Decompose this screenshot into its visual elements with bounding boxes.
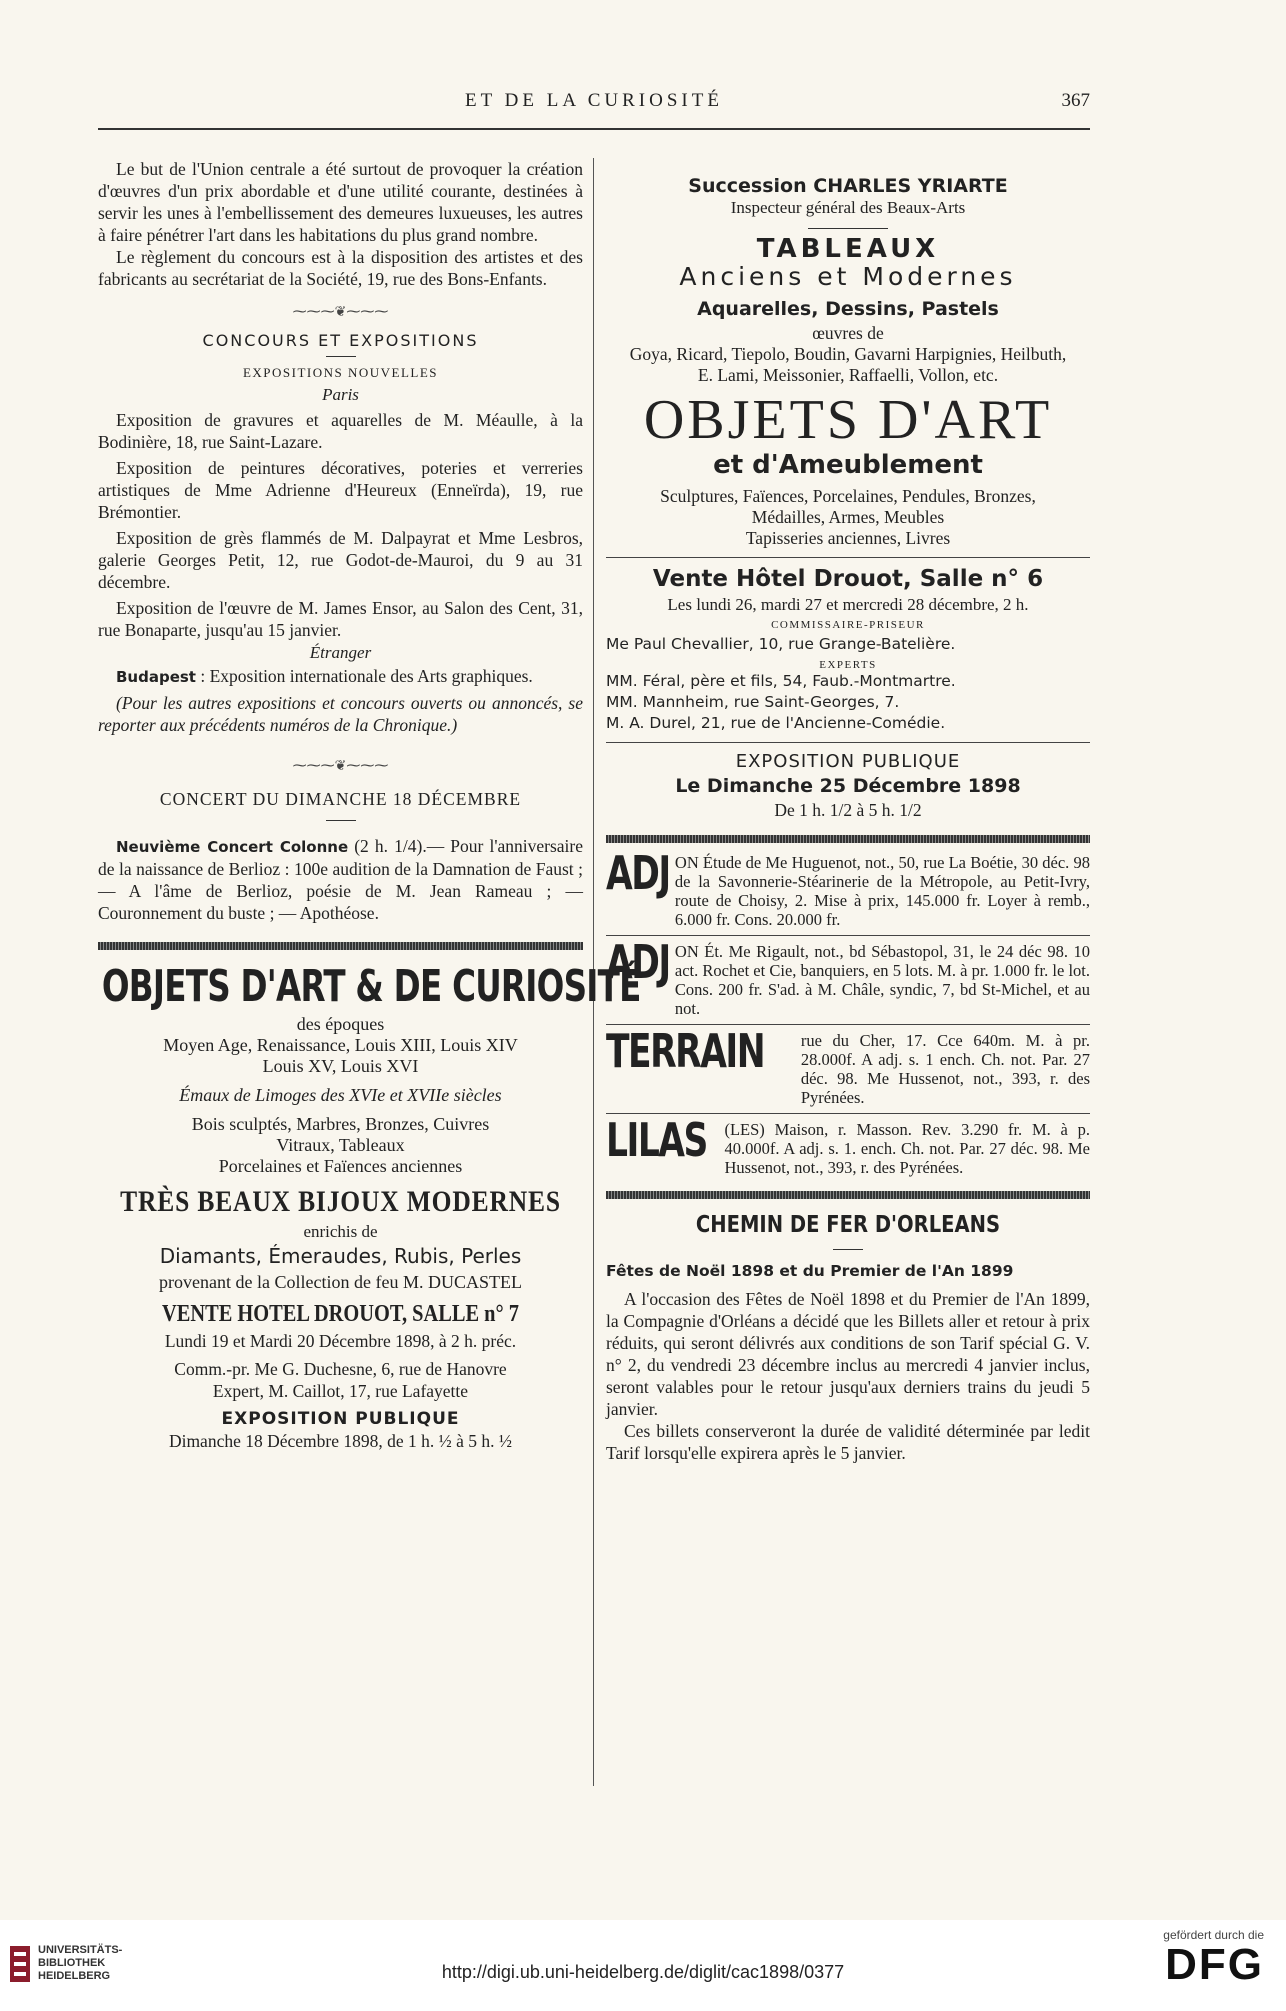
aquarelles-heading: Aquarelles, Dessins, Pastels — [697, 298, 999, 320]
chemin-title: CHEMIN DE FER D'ORLEANS — [695, 1212, 1001, 1238]
rule-2 — [606, 742, 1090, 743]
budapest-paragraph — [98, 665, 583, 688]
dfg-wordmark: DFG — [1165, 1940, 1264, 1989]
adj-terrain-text: rue du Cher, 17. Cce 640m. M. à pr. 28.000f. A adj. s. 1 ench. Ch. not. Par. 27 déc. 98. Me Hussenot, not., 393, r. des Pyrénées. — [800, 1031, 1090, 1107]
small-dash-3 — [833, 1249, 863, 1250]
ad-enrichis: enrichis de — [303, 1222, 378, 1241]
short-rule — [808, 228, 888, 229]
concert-title: CONCERT DU DIMANCHE 18 DÉCEMBRE — [159, 789, 522, 809]
artists-list: Goya, Ricard, Tiepolo, Boudin, Gavarni Harpignies, Heilbuth, E. Lami, Meissonier, Raffaelli, Vollon, etc. — [629, 344, 1067, 385]
fetes-heading: Fêtes de Noël 1898 et du Premier de l'An 1899 — [606, 1262, 1014, 1280]
chemin-band — [606, 1191, 1090, 1199]
ad-top-band — [98, 942, 583, 950]
vente-dates: Les lundi 26, mardi 27 et mercredi 28 décembre, 2 h. — [667, 595, 1029, 614]
section-sub-expositions: EXPOSITIONS NOUVELLES — [242, 365, 439, 380]
reglement-paragraph: Le règlement du concours est à la disposition des artistes et des fabricants au secrétariat de la Société, 19, rue des Bons-Enfants. — [98, 247, 583, 289]
funded-label: gefördert durch die — [1163, 1928, 1264, 1942]
ad-diamants: Diamants, Émeraudes, Rubis, Perles — [159, 1244, 522, 1268]
concert-paragraph — [98, 835, 583, 924]
adj-lilas-initial: LILAS — [606, 1113, 707, 1167]
adj-lilas — [606, 1113, 1090, 1177]
adj-rigault — [606, 935, 1090, 1018]
ad-bois: Bois sculptés, Marbres, Bronzes, Cuivres — [191, 1114, 490, 1134]
fetes-paragraph-2: Ces billets conserveront la durée de validité déterminée par ledit Tarif lorsqu'elle expirera après le 5 janvier. — [606, 1421, 1090, 1463]
ad-bijoux: TRÈS BEAUX BIJOUX MODERNES — [120, 1185, 561, 1218]
footer-bar — [0, 1920, 1286, 2011]
feral-line: MM. Féral, père et fils, 54, Faub.-Montmartre. — [606, 672, 956, 690]
adj-rigault-initial: ADJ — [606, 935, 670, 989]
ad-provenant: provenant de la Collection de feu M. DUCASTEL — [159, 1272, 522, 1292]
expo-heureux: Exposition de peintures décoratives, poteries et verreries artistiques de Mme Adrienne d'Heureux (Enneïrda), 19, rue Brémontier. — [98, 458, 583, 522]
inspecteur-line: Inspecteur général des Beaux-Arts — [730, 198, 966, 217]
ad-periods-2: Louis XV, Louis XVI — [262, 1056, 419, 1076]
library-name: UNIVERSITÄTS- BIBLIOTHEK HEIDELBERG — [38, 1944, 123, 1982]
adj-rule-1 — [606, 935, 1090, 936]
union-paragraph: Le but de l'Union centrale a été surtout de provoquer la création d'œuvres d'un prix abordable et d'une utilité courante, destinées à servir les unes à l'embellissement des demeures luxueuses, les autres à faire pénétrer l'art dans les habitations du plus grand nombre. — [98, 159, 583, 245]
etranger-heading: Étranger — [309, 643, 372, 662]
expo-pub-heading: EXPOSITION PUBLIQUE — [735, 751, 961, 772]
adj-huguenot-initial: ADJ — [606, 846, 670, 900]
ad-commissaire: Comm.-pr. Me G. Duchesne, 6, rue de Hanovre — [174, 1359, 507, 1379]
running-title: ET DE LA CURIOSITÉ — [465, 90, 723, 111]
ad-expo: EXPOSITION PUBLIQUE — [221, 1409, 460, 1429]
expo-pub-date: Le Dimanche 25 Décembre 1898 — [675, 775, 1021, 797]
adj-terrain — [606, 1024, 1090, 1107]
adj-terrain-initial: TERRAIN — [606, 1024, 765, 1078]
oeuvres-line: œuvres de — [812, 323, 884, 343]
experts-label: EXPERTS — [819, 659, 877, 671]
right-column — [606, 158, 1090, 1464]
tapisseries-line: Tapisseries anciennes, Livres — [745, 528, 951, 548]
anciens-heading: Anciens et Modernes — [679, 262, 1017, 291]
ad-dates: Lundi 19 et Mardi 20 Décembre 1898, à 2 h. préc. — [164, 1331, 517, 1351]
vente-heading: Vente Hôtel Drouot, Salle n° 6 — [652, 566, 1044, 592]
budapest-name: Budapest — [116, 668, 196, 686]
paris-heading: Paris — [322, 385, 359, 404]
chevallier-line: Me Paul Chevallier, 10, rue Grange-Batelière. — [606, 635, 956, 653]
expo-ensor: Exposition de l'œuvre de M. James Ensor, au Salon des Cent, 31, rue Bonaparte, jusqu'au 15 janvier. — [98, 598, 583, 640]
section-title-concours: CONCOURS ET EXPOSITIONS — [202, 331, 479, 350]
ad-epoques: des époques — [296, 1014, 385, 1034]
tableaux-heading: TABLEAUX — [756, 234, 940, 264]
expo-meaulle: Exposition de gravures et aquarelles de M. Méaulle, à la Bodinière, 18, rue Saint-Lazare. — [98, 410, 583, 452]
fetes-paragraph-1: A l'occasion des Fêtes de Noël 1898 et du Premier de l'An 1899, la Compagnie d'Orléans a décidé que les Billets aller et retour à prix réduits, qui seront délivrés aux conditions de son Tarif spécial G. V. n° 2, du vendredi 23 décembre inclus au mercredi 4 janvier inclus, seront valables pour le retour jusqu'aux derniers trains du jeudi 5 janvier. — [606, 1289, 1090, 1419]
small-dash-2 — [326, 820, 356, 821]
adj-huguenot — [606, 846, 1090, 929]
running-header — [98, 88, 1090, 118]
expo-pub-hours: De 1 h. 1/2 à 5 h. 1/2 — [774, 800, 922, 820]
ornament-divider-2: ⁓⁓⁓❦⁓⁓⁓ — [292, 759, 389, 774]
ad-expo-date: Dimanche 18 Décembre 1898, de 1 h. ½ à 5 h. ½ — [168, 1431, 513, 1451]
budapest-text: : Exposition internationale des Arts graphiques. — [195, 666, 533, 686]
concert-name: Neuvième Concert Colonne — [116, 838, 349, 856]
commissaire-label: COMMISSAIRE-PRISEUR — [771, 619, 925, 631]
concert-text: (2 h. 1/4).— Pour l'anniversaire de la naissance de Berlioz : 100e audition de la Damnation de Faust ; — A l'âme de Berlioz, poésie de M. Jean Rameau ; — Couronnement du buste ; — Apothéose. — [98, 836, 583, 923]
adj-lilas-text: (LES) Maison, r. Masson. Rev. 3.290 fr. M. à p. 40.000f. A adj. s. 1. ench. Ch. not. Par. 27 déc. 98. Me Hussenot, not., 393, r. des Pyrénées. — [724, 1120, 1090, 1177]
durel-line: M. A. Durel, 21, rue de l'Ancienne-Comédie. — [606, 714, 946, 732]
ad-emaux: Émaux de Limoges des XVIe et XVIIe siècles — [179, 1085, 502, 1105]
mannheim-line: MM. Mannheim, rue Saint-Georges, 7. — [606, 693, 900, 711]
dfg-logo — [1114, 1928, 1264, 1988]
objets-heading: OBJETS D'ART — [643, 389, 1053, 451]
rule — [606, 557, 1090, 558]
header-rule — [98, 128, 1090, 130]
ad-periods-1: Moyen Age, Renaissance, Louis XIII, Louis XIV — [163, 1035, 518, 1055]
expo-dalpayrat: Exposition de grès flammés de M. Dalpayrat et Mme Lesbros, galerie Georges Petit, 12, rue Godot-de-Mauroi, du 9 au 31 décembre. — [98, 528, 583, 592]
source-url[interactable]: http://digi.ub.uni-heidelberg.de/diglit/cac1898/0377 — [441, 1962, 845, 1982]
page-number: 367 — [1061, 90, 1090, 111]
ad-title: OBJETS D'ART & DE CURIOSITÉ — [101, 961, 641, 1012]
ad-expert: Expert, M. Caillot, 17, rue Lafayette — [212, 1381, 469, 1401]
ornament-divider: ⁓⁓⁓❦⁓⁓⁓ — [292, 305, 389, 320]
ad-vente: VENTE HOTEL DROUOT, SALLE n° 7 — [162, 1301, 519, 1327]
ad-vitraux: Vitraux, Tableaux — [276, 1135, 405, 1155]
sculptures-list: Sculptures, Faïences, Porcelaines, Pendules, Bronzes, Médailles, Armes, Meubles — [660, 486, 1036, 527]
ducastel-ad — [98, 960, 641, 1452]
adj-band — [606, 835, 1090, 843]
succession-heading: Succession CHARLES YRIARTE — [688, 175, 1008, 197]
ameublement-heading: et d'Ameublement — [713, 450, 983, 480]
note-paragraph: (Pour les autres expositions et concours ouverts ou annoncés, se reporter aux précédents numéros de la Chronique.) — [98, 693, 583, 735]
small-dash — [326, 356, 356, 357]
ad-porcelaines: Porcelaines et Faïences anciennes — [218, 1156, 463, 1176]
adj-rigault-text: ON Ét. Me Rigault, not., bd Sébastopol, 31, le 24 déc 98. 10 act. Rochet et Cie, banquiers, en 5 lots. M. à pr. 1.000 fr. le lot. Cons. 200 fr. S'ad. à M. Châle, syndic, 7, bd St-Michel, et au not. — [674, 942, 1090, 1018]
adj-huguenot-text: ON Étude de Me Huguenot, not., 50, rue La Boétie, 30 déc. 98 de la Savonnerie-Stéarinerie de la Métropole, au Petit-Ivry, route de Choisy, 2. Mise à prix, 145.000 fr. Loyer à remb., 6.000 fr. Cons. 20.000 fr. — [674, 853, 1090, 929]
